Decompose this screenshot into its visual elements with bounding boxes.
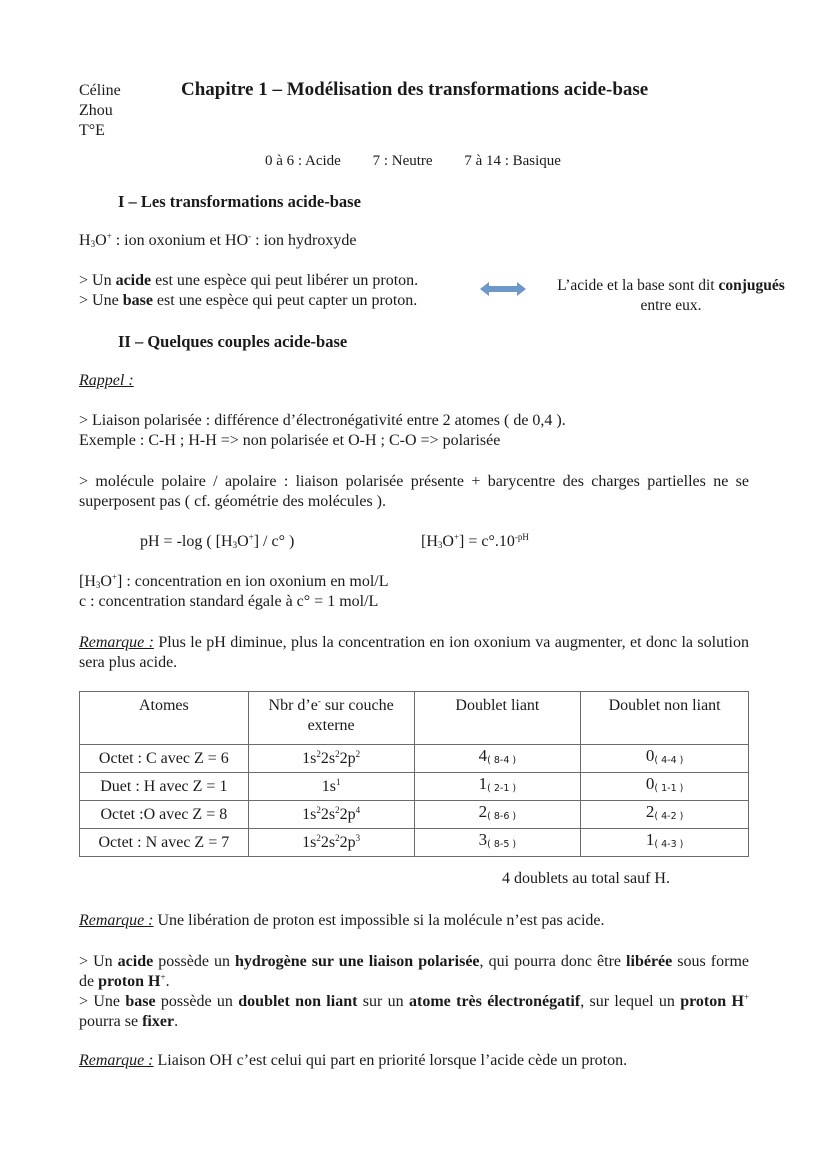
cell-config: $1s^22s^22p^3$ [248,829,414,857]
cell-atom: Octet :O avec Z = 8 [80,801,249,829]
ph-scale [265,153,589,170]
cell-config: $1s^22s^22p^4$ [248,801,414,829]
section-1-heading: I – Les transformations acide-base [118,192,361,211]
header-atomes: Atomes [80,692,249,745]
author-block [79,81,121,141]
def-standard-concentration: c : concentration standard égale à c° = 1 mol/L [79,593,379,610]
liaison-polarisee-line: > Liaison polarisée : différence d’électronégativité entre 2 atomes ( de 0,4 ). [79,412,566,429]
cell-atom: Duet : H avec Z = 1 [80,773,249,801]
cell-liant: 3( 8-5 ) [414,829,581,857]
acid-definition: > Un acide est une espèce qui peut libérer un proton. [79,272,419,289]
remarque-ph: Remarque : Plus le pH diminue, plus la concentration en ion oxonium va augmenter, et donc la solution sera plus acide. [79,634,749,671]
def-oxonium-concentration: $[H_3O^+]$ : concentration en ion oxonium en mol/L [79,572,389,590]
cell-config: $1s^1$ [248,773,414,801]
cell-non-liant: 2( 4-2 ) [581,801,749,829]
ph-neutral: 7 : Neutre [372,153,433,169]
cell-non-liant: 0( 4-4 ) [581,745,749,773]
cell-liant: 2( 8-6 ) [414,801,581,829]
acid-property-paragraph: > Un acide possède un hydrogène sur une liaison polarisée, qui pourra donc être libérée sous forme de proton H+. [79,953,749,990]
double-arrow-icon [480,281,526,297]
ph-acid: 0 à 6 : Acide [265,153,341,169]
formula-ph: pH = -log ( $[H_3O^+] / c^\circ$ ) [140,532,295,550]
table-footnote: 4 doublets au total sauf H. [502,870,670,887]
base-property-paragraph: > Une base possède un doublet non liant sur un atome très électronégatif, sur lequel un proton H+ pourra se fixer. [79,992,750,1030]
table-row [80,801,749,829]
table-row [80,745,749,773]
author-first-name: Céline [79,82,121,99]
exemple-line: Exemple : C-H ; H-H => non polarisée et O-H ; C-O => polarisée [79,432,501,449]
cell-atom: Octet : C avec Z = 6 [80,745,249,773]
ph-basic: 7 à 14 : Basique [464,153,561,169]
page-title: Chapitre 1 – Modélisation des transformations acide-base [181,79,649,100]
base-definition: > Une base est une espèce qui peut capter un proton. [79,292,418,309]
author-class: T°E [79,122,105,139]
section-2-heading: II – Quelques couples acide-base [118,332,348,351]
header-doublet-liant: Doublet liant [414,692,581,745]
rappel-label: Rappel : [79,372,134,389]
header-doublet-non-liant: Doublet non liant [581,692,749,745]
cell-config: $1s^22s^22p^2$ [248,745,414,773]
cell-non-liant: 1( 4-3 ) [581,829,749,857]
molecule-polaire-paragraph: > molécule polaire / apolaire : liaison polarisée présente + barycentre des charges partielles ne se superposent pas ( cf. géométrie des molécules ). [79,473,749,510]
cell-liant: 1( 2-1 ) [414,773,581,801]
remarque-liaison-oh: Remarque : Liaison OH c’est celui qui part en priorité lorsque l’acide cède un proton. [79,1052,628,1069]
ions-line: $H_3O^+$ : ion oxonium et HO- : ion hydroxyde [79,231,357,249]
header-electrons: Nbr d’e- sur couche externe [248,692,414,745]
author-last-name: Zhou [79,102,113,119]
cell-non-liant: 0( 1-1 ) [581,773,749,801]
table-row [80,773,749,801]
cell-liant: 4( 8-4 ) [414,745,581,773]
table-header-row [80,692,749,745]
atoms-table [79,691,749,857]
conjugate-note: L’acide et la base sont dit conjugués entre eux. [557,277,785,314]
table-row [80,829,749,857]
cell-atom: Octet : N avec Z = 7 [80,829,249,857]
remarque-liberation: Remarque : Une libération de proton est impossible si la molécule n’est pas acide. [79,912,605,929]
formula-concentration: $[H_3O^+] = c^\circ.10^{-pH}$ [421,532,529,550]
